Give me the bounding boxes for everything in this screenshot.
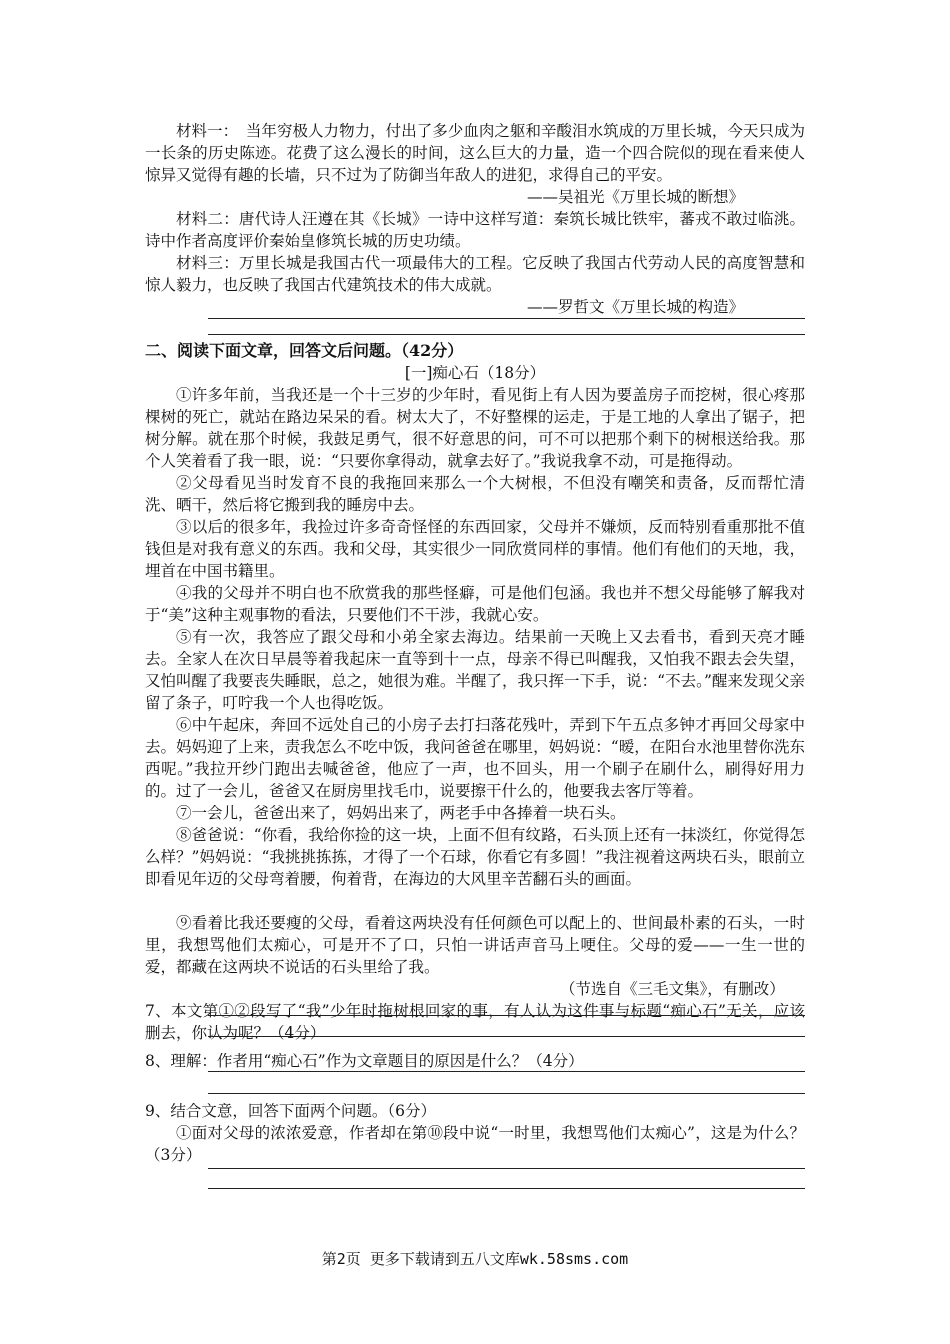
page-footer: 第2页 更多下载请到五八文库wk.58sms.com xyxy=(321,1250,629,1268)
article-paragraph-5: ⑤有一次，我答应了跟父母和小弟全家去海边。结果前一天晚上又去看书，看到天亮才睡去。全家人在次日早晨等着我起床一直等到十一点，母亲不得已叫醒我，又怕我不跟去会失望，又怕叫醒了我要丧失睡眠，总之，她很为难。半醒了，我只挥一下手，说：“不去。”醒来发现父亲留了条子，叮咛我一个人也得吃饭。 xyxy=(145,628,805,712)
article-paragraph-1: ①许多年前，当我还是一个十三岁的少年时，看见街上有人因为要盖房子而挖树，很心疼那棵树的死亡，就站在路边呆呆的看。树太大了，不好整棵的运走，于是工地的人拿出了锯子，把树分解。就在那个时候，我鼓足勇气，很不好意思的问，可不可以把那个剩下的树根送给我。那个人笑着看了我一眼，说：“只要你拿得动，就拿去好了。”我说我拿不动，可是拖得动。 xyxy=(145,386,805,470)
answer-line-q7[interactable] xyxy=(208,1015,805,1016)
article-paragraph-4: ④我的父母并不明白也不欣赏我的那些怪癖，可是他们包涵。我也并不想父母能够了解我对于“美”这种主观事物的看法，只要他们不干涉，我就心安。 xyxy=(145,584,805,624)
answer-line-q8[interactable] xyxy=(208,1093,805,1094)
answer-line-q9[interactable] xyxy=(208,1168,805,1169)
answer-line-q9[interactable] xyxy=(208,1188,805,1189)
question-7: 7、本文第①②段写了“我”少年时拖树根回家的事，有人认为这件事与标题“痴心石”无关，应该删去，你认为呢？（4分） xyxy=(145,1002,805,1042)
section-heading: 二、阅读下面文章，回答文后问题。（42分） xyxy=(145,341,464,360)
answer-line-q7[interactable] xyxy=(208,1036,805,1037)
question-8: 8、理解：作者用“痴心石”作为文章题目的原因是什么？（4分） xyxy=(145,1052,584,1070)
material-3-source: ——罗哲文《万里长城的构造》 xyxy=(527,298,745,316)
material-3: 材料三：万里长城是我国古代一项最伟大的工程。它反映了我国古代劳动人民的高度智慧和惊人毅力，也反映了我国古代建筑技术的伟大成就。 xyxy=(145,254,805,294)
article-paragraph-9: ⑨看着比我还要瘦的父母，看着这两块没有任何颜色可以配上的、世间最朴素的石头，一时里，我想骂他们太痴心，可是开不了口，只怕一讲话声音马上哽住。父母的爱——一生一世的爱，都藏在这两块不说话的石头里给了我。 xyxy=(145,914,805,976)
material-1: 材料一： 当年穷极人力物力，付出了多少血肉之躯和辛酸泪水筑成的万里长城，今天只成为一长条的历史陈迹。花费了这么漫长的时间，这么巨大的力量，造一个四合院似的现在看来使人惊异又觉得有趣的长墙，只不过为了防御当年敌人的进犯，求得自己的平安。 xyxy=(145,122,805,184)
answer-line-q8[interactable] xyxy=(208,1071,805,1072)
article-paragraph-6: ⑥中午起床，奔回不远处自己的小房子去打扫落花残叶，弄到下午五点多钟才再回父母家中去。妈妈迎了上来，责我怎么不吃中饭，我问爸爸在哪里，妈妈说：“暧，在阳台水池里替你洗东西呢。”我拉开纱门跑出去喊爸爸，他应了一声，也不回头，用一个刷子在刷什么，刷得好用力的。过了一会儿，爸爸又在厨房里找毛巾，说要擦干什么的，他要我去客厅等着。 xyxy=(145,716,805,800)
article-paragraph-2: ②父母看见当时发育不良的我拖回来那么一个大树根，不但没有嘲笑和责备，反而帮忙清洗、晒干，然后将它搬到我的睡房中去。 xyxy=(145,474,805,514)
material-2: 材料二：唐代诗人汪遵在其《长城》一诗中这样写道：秦筑长城比铁牢，蕃戎不敢过临洮。诗中作者高度评价秦始皇修筑长城的历史功绩。 xyxy=(145,210,805,250)
material-1-source: ——吴祖光《万里长城的断想》 xyxy=(527,188,745,206)
answer-line xyxy=(208,318,805,319)
article-paragraph-7: ⑦一会儿，爸爸出来了，妈妈出来了，两老手中各捧着一块石头。 xyxy=(176,804,626,822)
answer-line xyxy=(208,334,805,335)
article-source: （节选自《三毛文集》，有删改） xyxy=(560,980,785,998)
question-9: 9、结合文意，回答下面两个问题。（6分） xyxy=(145,1102,436,1120)
article-paragraph-3: ③以后的很多年，我捡过许多奇奇怪怪的东西回家，父母并不嫌烦，反而特别看重那批不值钱但是对我有意义的东西。我和父母，其实很少一同欣赏同样的事情。他们有他们的天地，我，埋首在中国书籍里。 xyxy=(145,518,805,580)
question-9-part-1: ①面对父母的浓浓爱意，作者却在第⑩段中说“一时里，我想骂他们太痴心”，这是为什么？（3分） xyxy=(145,1124,805,1164)
article-paragraph-8: ⑧爸爸说：“你看，我给你捡的这一块，上面不但有纹路，石头顶上还有一抹淡红，你觉得怎么样？”妈妈说：“我挑挑拣拣，才得了一个石球，你看它有多圆！”我注视着这两块石头，眼前立即看见年迈的父母弯着腰，佝着背，在海边的大风里辛苦翻石头的画面。 xyxy=(145,826,805,888)
article-title: [一]痴心石（18分） xyxy=(404,364,546,382)
